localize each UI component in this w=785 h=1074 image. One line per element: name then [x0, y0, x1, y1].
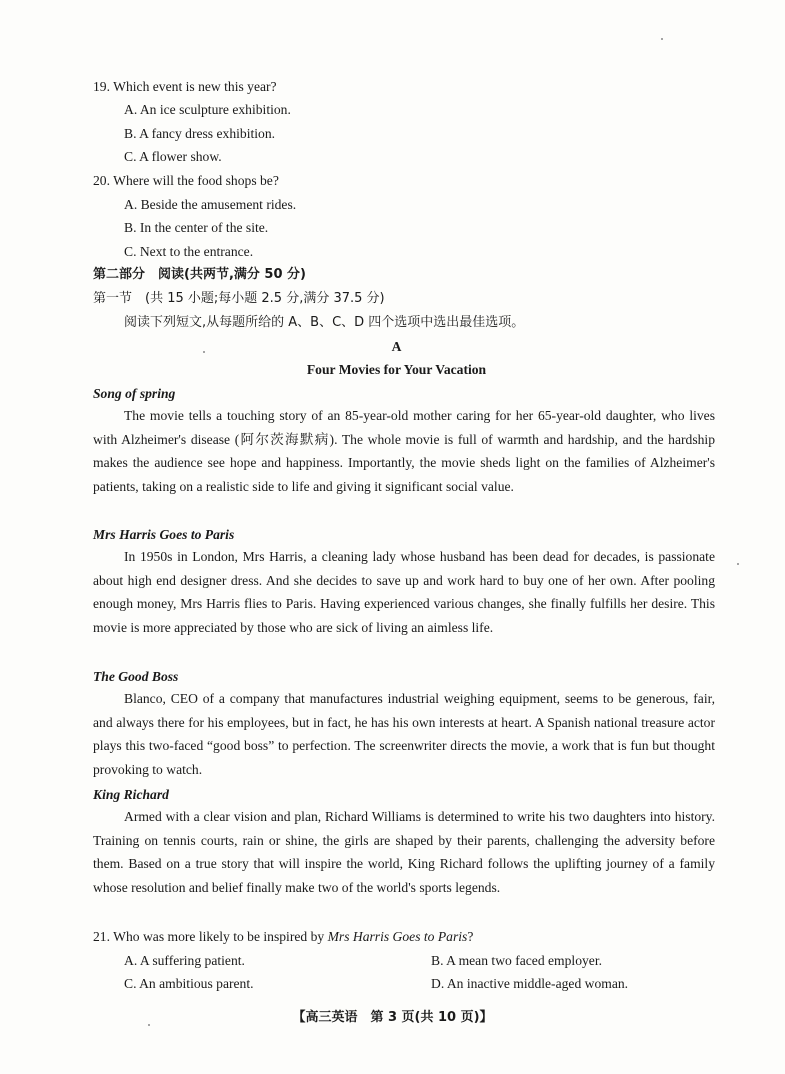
scan-speck: [148, 1024, 150, 1026]
part2-title: 第二部分 阅读(共两节,满分 50 分): [93, 267, 306, 282]
scan-speck: [661, 38, 663, 40]
passage-letter: A: [391, 339, 402, 354]
movie-desc-good-boss: Blanco, CEO of a company that manufactures industrial weighing equipment, seems to be generous, fair, and always there for his employees, but in fact, he has his own interests at heart. A Spanish national treasure actor plays this two-faced “good boss” to perfection. The screenwriter directs the movie, a work that is fun but thought provoking to watch.: [93, 691, 715, 777]
scan-speck: [203, 351, 205, 353]
q20-option-c: C. Next to the entrance.: [124, 244, 254, 259]
instruction: 阅读下列短文,从每题所给的 A、B、C、D 四个选项中选出最佳选项。: [124, 315, 525, 330]
q21-stem: [93, 930, 473, 944]
q20-stem: 20. Where will the food shops be?: [93, 173, 279, 188]
q21-option-b: B. A mean two faced employer.: [431, 953, 603, 968]
q21-stem-prefix: 21. Who was more likely to be inspired by: [93, 929, 328, 944]
q20-option-a: A. Beside the amusement rides.: [124, 197, 297, 212]
q21-option-c: C. An ambitious parent.: [124, 976, 254, 991]
q21-option-a: A. A suffering patient.: [124, 953, 245, 968]
movie-desc-king-richard: Armed with a clear vision and plan, Richard Williams is determined to write his two daughters into history. Training on tennis courts, rain or shine, the girls are shaped by their parents, challenging the adversity before them. Based on a true story that will inspire the world, King Richard follows the uplifting journey of a family whose resolution and belief finally make two of the world's sports legends.: [93, 809, 715, 895]
movie-title-song-of-spring: Song of spring: [93, 386, 176, 401]
movie-title-mrs-harris: Mrs Harris Goes to Paris: [93, 527, 235, 542]
page-footer: 【高三英语 第 3 页(共 10 页)】: [292, 1010, 493, 1025]
movie-title-king-richard: King Richard: [93, 787, 169, 802]
section1-title: 第一节 (共 15 小题;每小题 2.5 分,满分 37.5 分): [93, 291, 385, 306]
q20-option-b: B. In the center of the site.: [124, 220, 269, 235]
q21-stem-suffix: ?: [467, 929, 474, 944]
q19-option-c: C. A flower show.: [124, 149, 222, 164]
passage-title: Four Movies for Your Vacation: [306, 362, 487, 377]
q19-option-a: A. An ice sculpture exhibition.: [124, 102, 291, 117]
movie-desc-song-of-spring: The movie tells a touching story of an 85-year-old mother caring for her 65-year-old daughter, who lives with Alzheimer's disease (阿尔茨海默病). The whole movie is full of warmth and hardship, and the hardship makes the audience see hope and happiness. Importantly, the movie sheds light on the families of Alzheimer's patients, taking on a realistic side to life and giving it significant social value.: [93, 408, 715, 494]
q21-stem-movie: Mrs Harris Goes to Paris: [327, 929, 468, 944]
movie-title-good-boss: The Good Boss: [93, 669, 179, 684]
q19-stem: 19. Which event is new this year?: [93, 79, 277, 94]
q19-option-b: B. A fancy dress exhibition.: [124, 126, 276, 141]
movie-desc-mrs-harris: In 1950s in London, Mrs Harris, a cleaning lady whose husband has been dead for decades, is passionate about high end designer dress. And she decides to save up and work hard to buy one of her own. After pooling enough money, Mrs Harris flies to Paris. Having experienced various changes, she finally fulfills her desire. This movie is more appreciated by those who are sick of living an aimless life.: [93, 549, 715, 635]
scan-speck: [737, 563, 739, 565]
q21-option-d: D. An inactive middle-aged woman.: [431, 976, 629, 991]
